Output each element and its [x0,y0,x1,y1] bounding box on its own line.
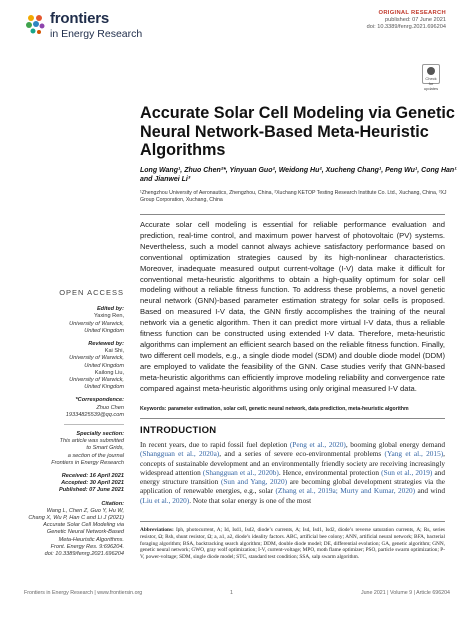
editor-affil: University of Warwick, [69,320,124,327]
citation-link[interactable]: (Zhang et al., 2019a; Murty and Kumar, 2020) [275,486,416,496]
accepted-date: Accepted: 30 April 2021 [61,480,124,487]
citation-link[interactable]: (Sun et al., 2019) [381,467,433,477]
intro-paragraph [140,440,445,505]
citation-label: Citation: [101,500,124,507]
citation-line: Wang L, Chen Z, Guo Y, Hu W, [46,507,124,514]
reviewer-country: United Kingdom [84,384,124,391]
specialty-label: Specialty section: [76,431,124,438]
journal-logo[interactable] [24,10,154,50]
section-heading: INTRODUCTION [140,425,217,436]
text-run: , concepts of sustainable development and an environmentally friendly society are receiving increasingly widespread attention [140,449,445,477]
reviewer-name: Kai Shi, [104,348,124,355]
abstract: Accurate solar cell modeling is essential for reliable performance evaluation and prediction, real-time control, and maximum power harvest of photovoltaic (PV) systems. Nevertheless, such a model cannot always achieve satisfactory performance based on conventional optimization strategies caused by its high-nonlinear characteristics. Moreover, inadequate measured output current-voltage (I-V) data make it difficult for conventional meta-heuristic algorithms to obtain a high-quality optimum for solar cell modeling without a reliable fitness function. To address these problems, a novel genetic neural network (GNN)-based parameter estimation strategy for solar cells is proposed. Based on measured I-V data, the GNN firstly accomplishes the training of the neural network via a genetic algorithm. Then it can predict more virtual I-V data, thus a reliable fitness function can be constructed using extended I-V data. Therefore, meta-heuristic algorithms can implement an efficient search based on the reliable fitness function. Finally, two different cell models, e.g., a single diode model (SDM) and double diode model (DDM) are employed to validate the feasibility of the GNN. Case studies verify that GNN-based meta-heuristic algorithms can efficiently improve modeling reliability and convergence rate compared against meta-heuristic algorithms using only original measured I-V data. [140,220,445,393]
text-run: and wind [415,486,446,496]
correspondence-email[interactable]: 19334825539@qq.com [65,411,124,418]
article-info-sidebar [24,289,124,558]
check-updates-label: Check for updates [423,76,439,91]
abbreviations-text: Iph, photocurrent, A; Id, Isd1, Isd2, diode’s currents, A; Isd, Isd1, Isd2, diode’s reverse saturation currents, A; Rs, series resistor, Ω; Rsh, shunt resistor, Ω; a, a1, a2, diode’s ideality factors. ABC, artificial bee colony; ANN, artificial neural network; BFA, bacterial foraging algorithm; BSA, backtracking search algorithm; DDM, double diode model; DE, differential evolution; GA, genetic algorithm; GNN, genetic neural network; GWO, gray wolf optimization; I-V, current-voltage; MPO, moth flame optimizer; PSO, particle swarm optimization; P-V, power-voltage; SDM, single diode model; STC, standard test condition; SSA, salp swarm algorithm. [140,527,445,561]
citation-line: Meta-Heuristic Algorithms. [58,536,124,543]
divider [64,424,124,425]
divider [140,521,445,522]
reviewer-affil: University of Warwick, [69,377,124,384]
keywords: Keywords: parameter estimation, solar cell, genetic neural network, data prediction, meta-heuristic algorithm [140,406,409,412]
journal-name: in Energy Research [50,28,143,40]
citation-line[interactable]: doi: 10.3389/fenrg.2021.696204 [44,551,124,558]
published-date-sidebar: Published: 07 June 2021 [59,487,124,494]
text-run: . Note that solar energy is one of the most [189,495,312,505]
logo-title: frontiers [50,10,110,27]
page-number: 1 [230,590,233,596]
author-list: Long Wang¹, Zhuo Chen²*, Yinyuan Guo², Weidong Hu², Xucheng Chang¹, Peng Wu¹, Cong Han¹ and Jianwei Li³ [140,167,457,183]
text-run: . Hence, environmental protection [278,467,382,477]
editor-name: Yaxing Ren, [93,313,124,320]
citation-link[interactable]: (Peng et al., 2020) [289,440,346,449]
open-access-label: OPEN ACCESS [59,288,124,297]
reviewer-affil: University of Warwick, [69,355,124,362]
reviewer-country: United Kingdom [84,362,124,369]
affiliations: ¹Zhengzhou University of Aeronautics, Zhengzhou, China, ²Xuchang KETOP Testing Research Institute Co. Ltd., Xuchang, China, ³XJ Group Corporation, Xuchang, China [140,190,447,203]
text-run: , and a series of severe eco-environmental problems [219,449,385,459]
reviewed-by-label: Reviewed by: [88,341,124,348]
text-run: are becoming global development strategies via the application of renewable energies, e.g., solar [140,477,445,496]
citation-line: Chang X, Wu P, Han C and Li J (2021) [28,515,124,522]
doi-link[interactable]: doi: 10.3389/fenrg.2021.696204 [366,24,446,30]
article-meta [367,10,446,31]
text-run: In recent years, due to rapid fossil fuel depletion [140,440,290,449]
edited-by-label: Edited by: [96,306,124,313]
correspondence-name: Zhuo Chen [96,404,124,411]
citation-link[interactable]: (Yang et al., 2015) [384,449,444,459]
check-for-updates-button[interactable] [422,64,440,91]
citation-link[interactable]: (Shangguan et al., 2020b) [202,467,279,477]
abbreviations-label: Abbreviations: [140,527,174,533]
specialty-line: This article was submitted [59,438,124,445]
editor-country: United Kingdom [84,327,124,334]
citation-line: Accurate Solar Cell Modeling via [43,522,124,529]
citation-line: Genetic Neural Network-Based [46,529,124,536]
reviewer-name: Kailong Liu, [94,369,124,376]
text-run: , booming global energy demand [345,440,446,449]
specialty-line: to Smart Grids, [86,445,124,452]
footer-journal-link[interactable]: Frontiers in Energy Research | www.frontiersin.org [24,590,143,596]
citation-line: Front. Energy Res. 9:696204. [50,543,124,550]
published-date: published: 07 June 2021 [385,17,446,23]
frontiers-logo-icon [24,13,46,35]
article-type: ORIGINAL RESEARCH [378,10,446,16]
citation-link[interactable]: (Shangguan et al., 2020a) [140,449,220,459]
specialty-line: Frontiers in Energy Research [51,459,124,466]
text-run: and energy structure transition [140,467,445,487]
citation-link[interactable]: (Liu et al., 2020) [140,495,190,505]
check-updates-icon [427,67,435,75]
citation-link[interactable]: (Sun and Yang, 2020) [220,477,288,487]
specialty-line: a section of the journal [67,452,124,459]
divider [140,418,445,419]
footer-volume: June 2021 | Volume 9 | Article 696204 [360,590,450,596]
abbreviations-block [140,527,445,561]
correspondence-label: *Correspondence: [75,397,124,404]
divider [140,214,445,215]
received-date: Received: 16 April 2021 [61,473,124,480]
article-title: Accurate Solar Cell Modeling via Genetic Neural Network-Based Meta-Heuristic Algorithms [140,104,455,159]
